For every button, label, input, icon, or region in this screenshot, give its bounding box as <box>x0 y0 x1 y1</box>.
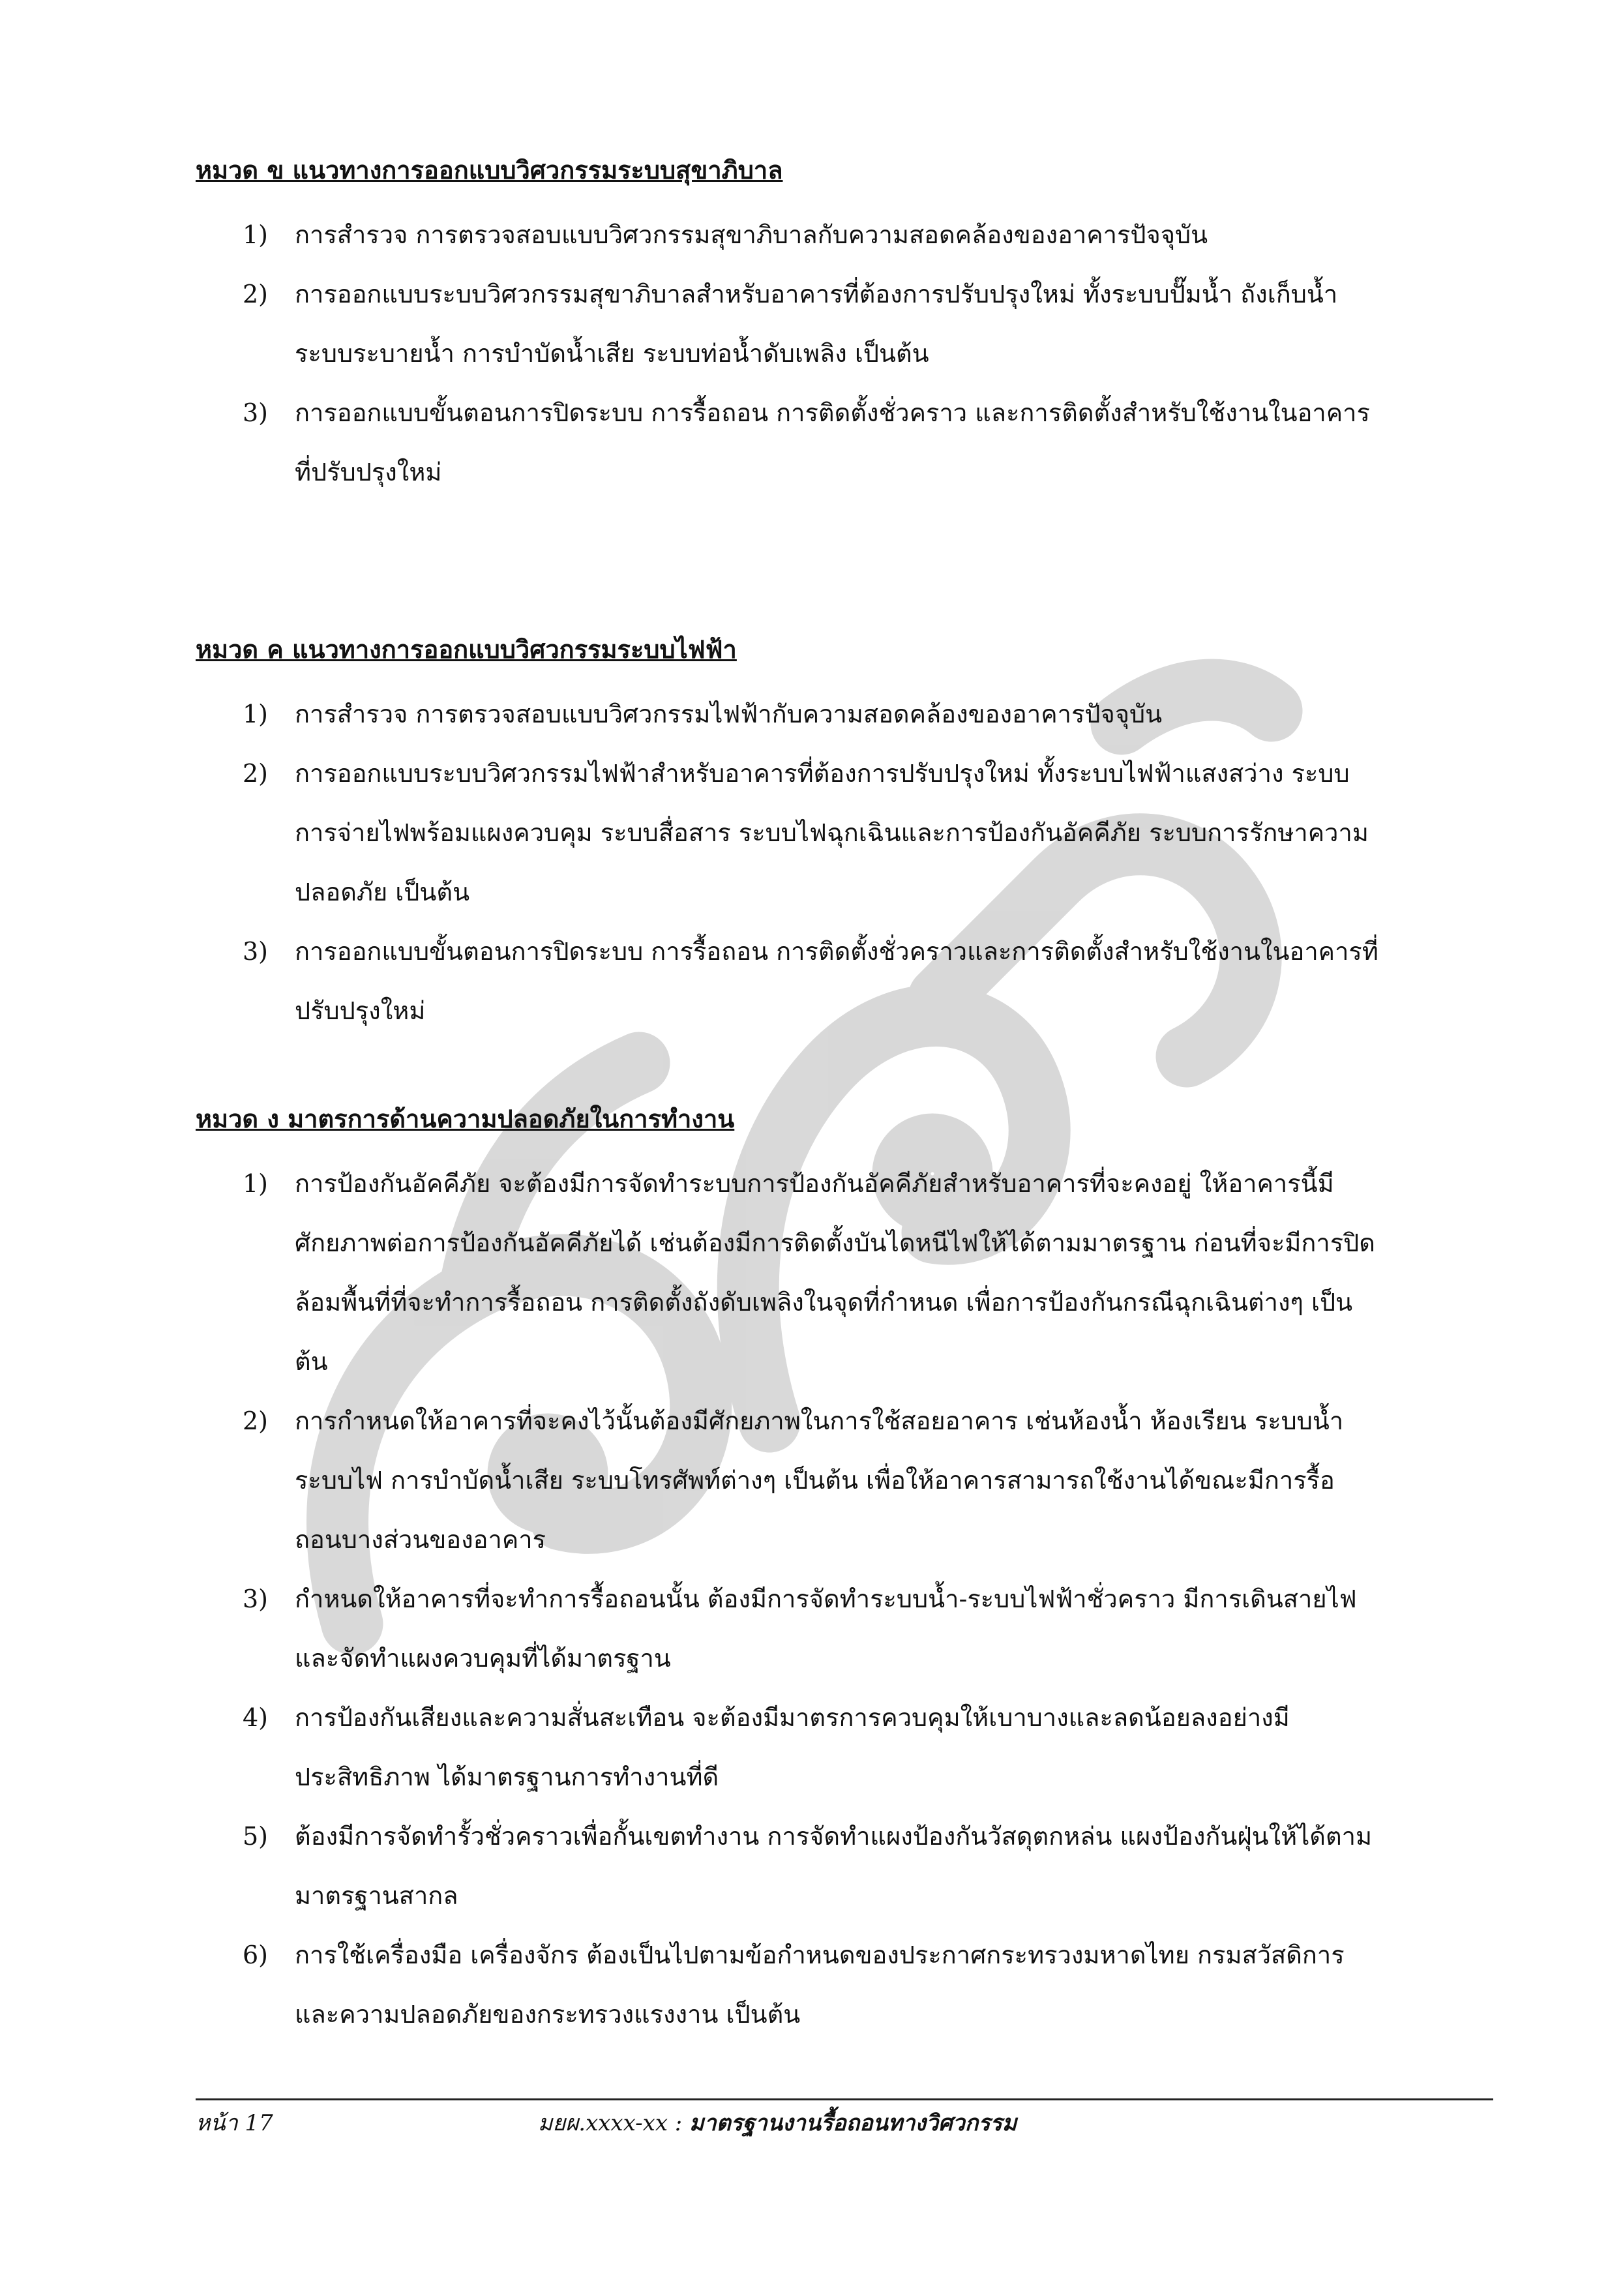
list-item <box>196 1926 1493 2044</box>
item-text-line: กำหนดให้อาคารที่จะทำการรื้อถอนนั้น ต้องมีการจัดทำระบบน้ำ-ระบบไฟฟ้าชั่วคราว มีการเดินสายไฟ <box>295 1585 1357 1613</box>
item-text-line: การออกแบบขั้นตอนการปิดระบบ การรื้อถอน การติดตั้งชั่วคราวและการติดตั้งสำหรับใช้งานในอาคารที่ <box>295 937 1378 966</box>
item-text-line: ต้องมีการจัดทำรั้วชั่วคราวเพื่อกั้นเขตทำงาน การจัดทำแผงป้องกันวัสดุตกหล่น แผงป้องกันฝุ่นให้ได้ตาม <box>295 1822 1373 1851</box>
list-item <box>196 265 1493 383</box>
section-kho-khai-sanitary <box>196 153 1493 502</box>
item-text-line: การกำหนดให้อาคารที่จะคงไว้นั้นต้องมีศักยภาพในการใช้สอยอาคาร เช่นห้องน้ำ ห้องเรียน ระบบน้ำ <box>295 1407 1344 1435</box>
item-text-line: การจ่ายไฟพร้อมแผงควบคุม ระบบสื่อสาร ระบบไฟฉุกเฉินและการป้องกันอัคคีภัย ระบบการรักษาความ <box>295 818 1369 847</box>
standard-title: มาตรฐานงานรื้อถอนทางวิศวกรรม <box>689 2110 1017 2136</box>
footer-divider <box>196 2098 1493 2100</box>
item-text-line: ปลอดภัย เป็นต้น <box>295 878 470 906</box>
list-item <box>196 205 1493 265</box>
list-item <box>196 383 1493 502</box>
item-text-line: ระบบระบายน้ำ การบำบัดน้ำเสีย ระบบท่อน้ำดับเพลิง เป็นต้น <box>295 339 929 368</box>
item-number: 1) <box>243 1169 269 1198</box>
item-text-line: การออกแบบขั้นตอนการปิดระบบ การรื้อถอน การติดตั้งชั่วคราว และการติดตั้งสำหรับใช้งานในอาคาร <box>295 398 1370 427</box>
item-number: 2) <box>243 1407 269 1435</box>
item-text-line: การใช้เครื่องมือ เครื่องจักร ต้องเป็นไปตามข้อกำหนดของประกาศกระทรวงมหาดไทย กรมสวัสดิการ <box>295 1941 1345 1969</box>
item-text-line: การป้องกันอัคคีภัย จะต้องมีการจัดทำระบบการป้องกันอัคคีภัยสำหรับอาคารที่จะคงอยู่ ให้อาคารนี้มี <box>295 1169 1334 1198</box>
item-number: 2) <box>243 759 269 788</box>
footer-standard <box>538 2108 1017 2139</box>
list-item <box>196 744 1493 922</box>
item-text-line: ประสิทธิภาพ ได้มาตรฐานการทำงานที่ดี <box>295 1763 719 1791</box>
item-text-line: ล้อมพื้นที่ที่จะทำการรื้อถอน การติดตั้งถังดับเพลิงในจุดที่กำหนด เพื่อการป้องกันกรณีฉุกเฉินต่างๆ เป็น <box>295 1288 1353 1317</box>
item-number: 3) <box>243 398 269 427</box>
list-item <box>196 1392 1493 1570</box>
item-text-line: การออกแบบระบบวิศวกรรมไฟฟ้าสำหรับอาคารที่ต้องการปรับปรุงใหม่ ทั้งระบบไฟฟ้าแสงสว่าง ระบบ <box>295 759 1350 788</box>
list-item <box>196 922 1493 1041</box>
item-text-line: ศักยภาพต่อการป้องกันอัคคีภัยได้ เช่นต้องมีการติดตั้งบันไดหนีไฟให้ได้ตามมาตรฐาน ก่อนที่จะมีการปิด <box>295 1229 1375 1257</box>
item-text-line: ที่ปรับปรุงใหม่ <box>295 458 442 486</box>
item-text-line: ปรับปรุงใหม่ <box>295 996 426 1025</box>
list-item <box>196 685 1493 744</box>
list-item <box>196 1570 1493 1688</box>
item-text-line: และความปลอดภัยของกระทรวงแรงงาน เป็นต้น <box>295 2000 801 2029</box>
item-number: 4) <box>243 1703 269 1732</box>
list-item <box>196 1688 1493 1807</box>
item-text-line: การสำรวจ การตรวจสอบแบบวิศวกรรมไฟฟ้ากับความสอดคล้องของอาคารปัจจุบัน <box>295 700 1163 728</box>
item-text-line: การออกแบบระบบวิศวกรรมสุขาภิบาลสำหรับอาคารที่ต้องการปรับปรุงใหม่ ทั้งระบบปั๊มน้ำ ถังเก็บน้ำ <box>295 280 1338 308</box>
item-number: 5) <box>243 1822 269 1851</box>
section-heading: หมวด ง มาตรการด้านความปลอดภัยในการทำงาน <box>196 1104 735 1133</box>
item-text-line: การสำรวจ การตรวจสอบแบบวิศวกรรมสุขาภิบาลกับความสอดคล้องของอาคารปัจจุบัน <box>295 220 1208 249</box>
standard-code: มยผ.xxxx-xx : <box>538 2110 683 2136</box>
list-item <box>196 1154 1493 1392</box>
item-number: 1) <box>243 700 269 728</box>
section-heading: หมวด ค แนวทางการออกแบบวิศวกรรมระบบไฟฟ้า <box>196 634 737 664</box>
page-number: หน้า 17 <box>196 2110 273 2136</box>
item-number: 2) <box>243 280 269 308</box>
item-number: 6) <box>243 1941 269 1969</box>
item-text-line: ถอนบางส่วนของอาคาร <box>295 1525 546 1554</box>
item-text-line: ระบบไฟ การบำบัดน้ำเสีย ระบบโทรศัพท์ต่างๆ เป็นต้น เพื่อให้อาคารสามารถใช้งานได้ขณะมีการรื้อ <box>295 1466 1335 1495</box>
section-heading: หมวด ข แนวทางการออกแบบวิศวกรรมระบบสุขาภิบาล <box>196 155 783 185</box>
section-ngo-ngu-safety <box>196 1102 1493 2044</box>
item-number: 3) <box>243 937 269 966</box>
list-item <box>196 1807 1493 1926</box>
item-text-line: มาตรฐานสากล <box>295 1881 458 1910</box>
item-number: 1) <box>243 220 269 249</box>
section-kho-khwai-electrical <box>196 633 1493 1041</box>
item-number: 3) <box>243 1585 269 1613</box>
item-text-line: ต้น <box>295 1347 328 1376</box>
item-text-line: และจัดทำแผงควบคุมที่ได้มาตรฐาน <box>295 1644 671 1673</box>
item-text-line: การป้องกันเสียงและความสั่นสะเทือน จะต้องมีมาตรการควบคุมให้เบาบางและลดน้อยลงอย่างมี <box>295 1703 1290 1732</box>
